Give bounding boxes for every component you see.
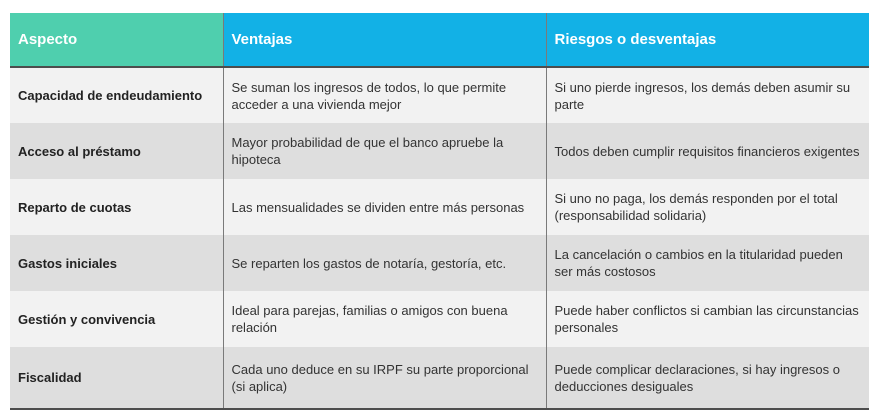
table-header-row xyxy=(10,13,869,67)
row-risk: Todos deben cumplir requisitos financieros exigentes xyxy=(546,123,869,179)
row-advantage: Se reparten los gastos de notaría, gestoría, etc. xyxy=(223,235,546,291)
row-aspect: Reparto de cuotas xyxy=(10,179,223,235)
row-risk: Si uno pierde ingresos, los demás deben asumir su parte xyxy=(546,67,869,123)
row-risk: Puede haber conflictos si cambian las circunstancias personales xyxy=(546,291,869,347)
row-advantage: Mayor probabilidad de que el banco apruebe la hipoteca xyxy=(223,123,546,179)
row-aspect: Gastos iniciales xyxy=(10,235,223,291)
table-row xyxy=(10,67,869,123)
row-aspect: Gestión y convivencia xyxy=(10,291,223,347)
row-aspect: Fiscalidad xyxy=(10,347,223,409)
row-risk: Puede complicar declaraciones, si hay ingresos o deducciones desiguales xyxy=(546,347,869,409)
row-advantage: Cada uno deduce en su IRPF su parte proporcional (si aplica) xyxy=(223,347,546,409)
table-row xyxy=(10,347,869,409)
row-risk: La cancelación o cambios en la titularidad pueden ser más costosos xyxy=(546,235,869,291)
row-advantage: Ideal para parejas, familias o amigos con buena relación xyxy=(223,291,546,347)
row-aspect: Capacidad de endeudamiento xyxy=(10,67,223,123)
table-row xyxy=(10,123,869,179)
table-row xyxy=(10,179,869,235)
header-risks: Riesgos o desventajas xyxy=(546,13,869,67)
comparison-table xyxy=(10,13,869,410)
row-aspect: Acceso al préstamo xyxy=(10,123,223,179)
table-row xyxy=(10,235,869,291)
header-advantages: Ventajas xyxy=(223,13,546,67)
table-row xyxy=(10,291,869,347)
row-advantage: Se suman los ingresos de todos, lo que permite acceder a una vivienda mejor xyxy=(223,67,546,123)
row-risk: Si uno no paga, los demás responden por el total (responsabilidad solidaria) xyxy=(546,179,869,235)
header-aspect: Aspecto xyxy=(10,13,223,67)
row-advantage: Las mensualidades se dividen entre más personas xyxy=(223,179,546,235)
